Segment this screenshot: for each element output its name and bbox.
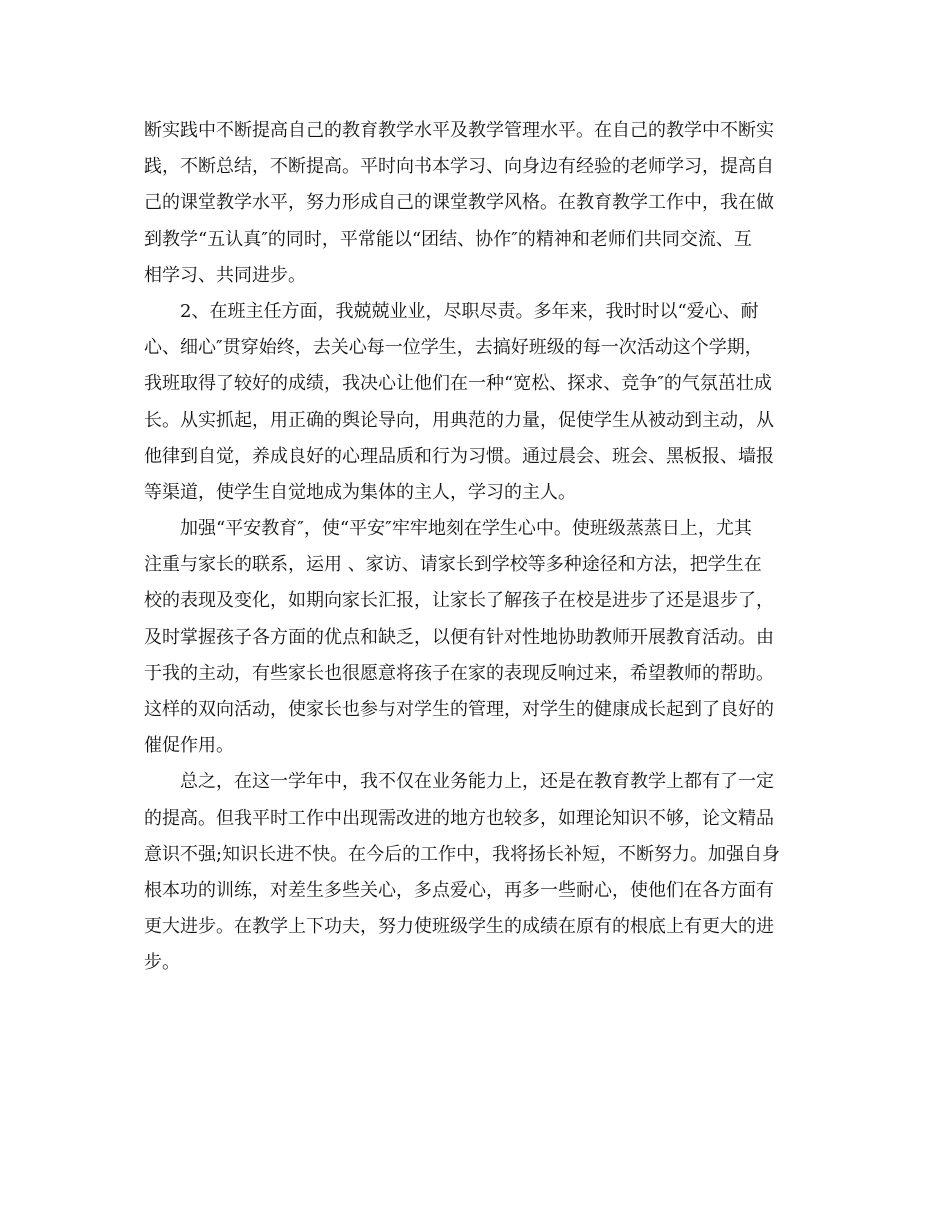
text-line: 心、细心″贯穿始终，去关心每一位学生，去搞好班级的每一次活动这个学期，	[144, 337, 763, 359]
text-line: 注重与家长的联系，运用 、家访、请家长到学校等多种途径和方法，把学生在	[144, 554, 762, 576]
text-line: 加强“平安教育″，使“平安″牢牢地刻在学生心中。使班级蒸蒸日上，尤其	[180, 518, 752, 540]
text-line: 更大进步。在教学上下功夫，努力使班级学生的成绩在原有的根底上有更大的进	[144, 916, 774, 938]
text-line: 己的课堂教学水平，努力形成自己的课堂教学风格。在教育教学工作中，我在做	[144, 192, 774, 214]
text-line: 及时掌握孩子各方面的优点和缺乏，以便有针对性地协助教师开展教育活动。由	[144, 626, 774, 648]
text-line: 践，不断总结，不断提高。平时向书本学习、向身边有经验的老师学习，提高自	[144, 156, 774, 178]
text-line: 到教学“五认真″的同时，平常能以“团结、协作″的精神和老师们共同交流、互	[144, 228, 752, 250]
text-line: 相学习、共同进步。	[144, 264, 306, 286]
text-line: 这样的双向活动，使家长也参与对学生的管理，对学生的健康成长起到了良好的	[144, 699, 774, 720]
paragraph-teaching-practice	[144, 113, 824, 294]
text-line: 意识不强;知识长进不快。在今后的工作中，我将扬长补短，不断努力。加强自身	[144, 843, 781, 865]
text-line: 总之，在这一学年中，我不仅在业务能力上，还是在教育教学上都有了一定	[180, 771, 774, 793]
text-line: 我班取得了较好的成绩，我决心让他们在一种“宽松、探求、竞争″的气氛茁壮成	[144, 373, 772, 395]
document-body	[144, 113, 824, 982]
text-line: 等渠道，使学生自觉地成为集体的主人，学习的主人。	[144, 481, 576, 503]
text-line: 长。从实抓起，用正确的舆论导向，用典范的力量，促使学生从被动到主动，从	[144, 409, 774, 431]
paragraph-class-teacher	[144, 294, 824, 511]
text-line: 他律到自觉，养成良好的心理品质和行为习惯。通过晨会、班会、黑板报、墙报	[144, 445, 774, 467]
text-line: 根本功的训练，对差生多些关心，多点爱心，再多一些耐心，使他们在各方面有	[144, 879, 774, 901]
paragraph-summary	[144, 764, 824, 981]
text-line: 催促作用。	[144, 735, 234, 757]
text-line: 的提高。但我平时工作中出现需改进的地方也较多，如理论知识不够，论文精品	[144, 807, 774, 829]
text-line: 步。	[144, 952, 180, 974]
paragraph-safety-education	[144, 511, 824, 764]
text-line: 于我的主动，有些家长也很愿意将孩子在家的表现反响过来，希望教师的帮助。	[144, 662, 774, 684]
text-line: 断实践中不断提高自己的教育教学水平及教学管理水平。在自己的教学中不断实	[144, 120, 774, 141]
text-line: 2、在班主任方面，我兢兢业业，尽职尽责。多年来，我时时以“爱心、耐	[180, 300, 759, 322]
text-line: 校的表现及变化，如期向家长汇报，让家长了解孩子在校是进步了还是退步了，	[144, 590, 774, 612]
